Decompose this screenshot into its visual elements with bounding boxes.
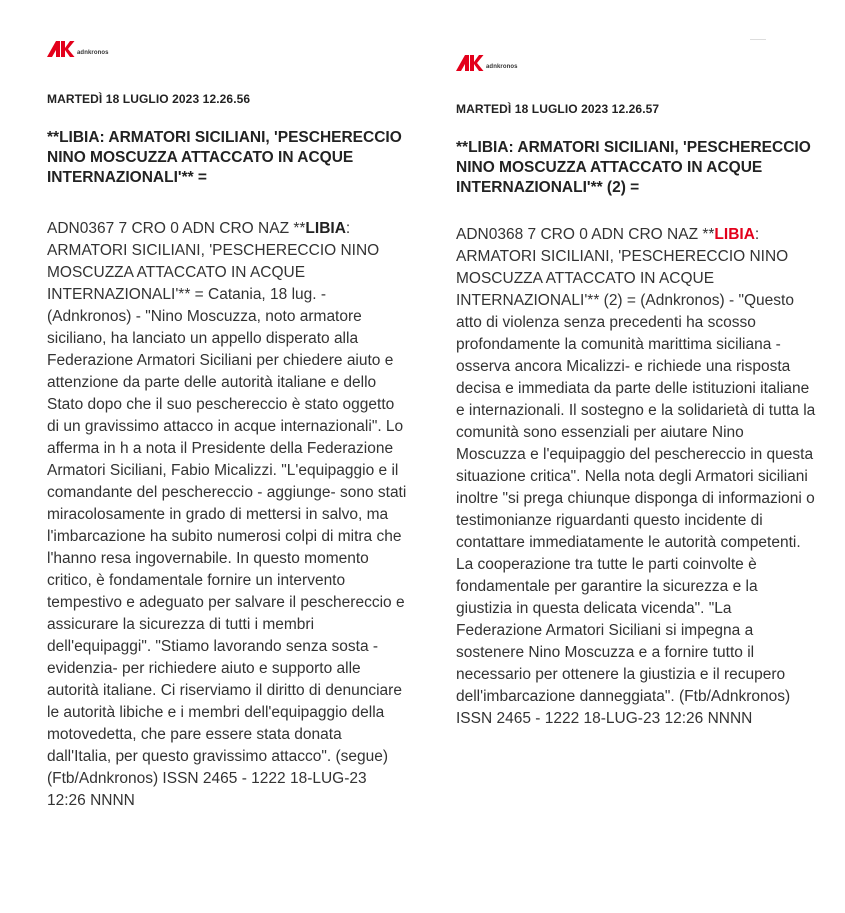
adnkronos-logo-icon (47, 40, 75, 58)
adnkronos-logo (47, 38, 407, 60)
timestamp: MARTEDÌ 18 LUGLIO 2023 12.26.57 (456, 102, 660, 116)
article-body (456, 224, 816, 730)
headline: **LIBIA: ARMATORI SICILIANI, 'PESCHERECCIO NINO MOSCUZZA ATTACCATO IN ACQUE INTERNAZIONALI'** = (47, 129, 402, 186)
timestamp: MARTEDÌ 18 LUGLIO 2023 12.26.56 (47, 92, 251, 106)
body-prefix: ADN0367 7 CRO 0 ADN CRO NAZ ** (47, 220, 306, 237)
top-divider (750, 39, 766, 40)
news-column-right (456, 52, 816, 730)
adnkronos-logo-icon (456, 54, 484, 72)
article-body (47, 218, 407, 812)
logo-text: adnkronos (77, 50, 109, 56)
headline: **LIBIA: ARMATORI SICILIANI, 'PESCHERECCIO NINO MOSCUZZA ATTACCATO IN ACQUE INTERNAZIONALI'** (2) = (456, 139, 811, 196)
body-text: : ARMATORI SICILIANI, 'PESCHERECCIO NINO MOSCUZZA ATTACCATO IN ACQUE INTERNAZIONALI'** = Catania, 18 lug. - (Adnkronos) - "Nino Moscuzza, noto armatore siciliano, ha lanciato un appello disperato alla Federazione Armatori Siciliani per chiedere aiuto e attenzione da parte delle autorità italiane e dello Stato dopo che il suo peschereccio è stato oggetto di un gravissimo attacco in acque internazionali". Lo afferma in h a nota il Presidente della Federazione Armatori Siciliani, Fabio Micalizzi. "L'equipaggio e il comandante del peschereccio - aggiunge- sono stati miracolosamente in grado di mettersi in salvo, ma l'imbarcazione ha subito numerosi colpi di mitra che l'hanno resa ingovernabile. In questo momento critico, è fondamentale fornire un intervento tempestivo e adeguato per salvare il peschereccio e assicurare la sicurezza di tutti i membri dell'equipaggi". "Stiamo lavorando senza sosta - evidenzia- per richiedere aiuto e supporto alle autorità italiane. Ci riserviamo il diritto di denunciare le autorità libiche e i membri dell'equipaggio della motovedetta, che pare essere stata donata dall'Italia, per questo gravissimo attacco". (segue) (Ftb/Adnkronos) ISSN 2465 - 1222 18-LUG-23 12:26 NNNN (47, 220, 407, 809)
keyword-highlight: LIBIA (305, 220, 346, 237)
logo-text: adnkronos (486, 64, 518, 70)
body-text: : ARMATORI SICILIANI, 'PESCHERECCIO NINO MOSCUZZA ATTACCATO IN ACQUE INTERNAZIONALI'** (2) = (Adnkronos) - "Questo atto di violenza senza precedenti ha scosso profondamente la comunità marittima siciliana - osserva ancora Micalizzi- e richiede una risposta decisa e immediata da parte delle istituzioni italiane e internazionali. Il sostegno e la solidarietà di tutta la comunità sono essenziali per aiutare Nino Moscuzza e l'equipaggio del peschereccio in questa situazione critica". Nella nota degli Armatori siciliani inoltre "si prega chiunque disponga di informazioni o testimonianze riguardanti questo incidente di contattare immediatamente le autorità competenti. La cooperazione tra tutte le parti coinvolte è fondamentale per garantire la sicurezza e la giustizia in questa delicata vicenda". "La Federazione Armatori Siciliani si impegna a sostenere Nino Moscuzza e a fornire tutto il necessario per ottenere la giustizia e il recupero dell'imbarcazione danneggiata". (Ftb/Adnkronos) ISSN 2465 - 1222 18-LUG-23 12:26 NNNN (456, 226, 816, 727)
news-column-left (47, 38, 407, 812)
body-prefix: ADN0368 7 CRO 0 ADN CRO NAZ ** (456, 226, 715, 243)
keyword-highlight: LIBIA (714, 226, 755, 243)
adnkronos-logo (456, 52, 816, 74)
